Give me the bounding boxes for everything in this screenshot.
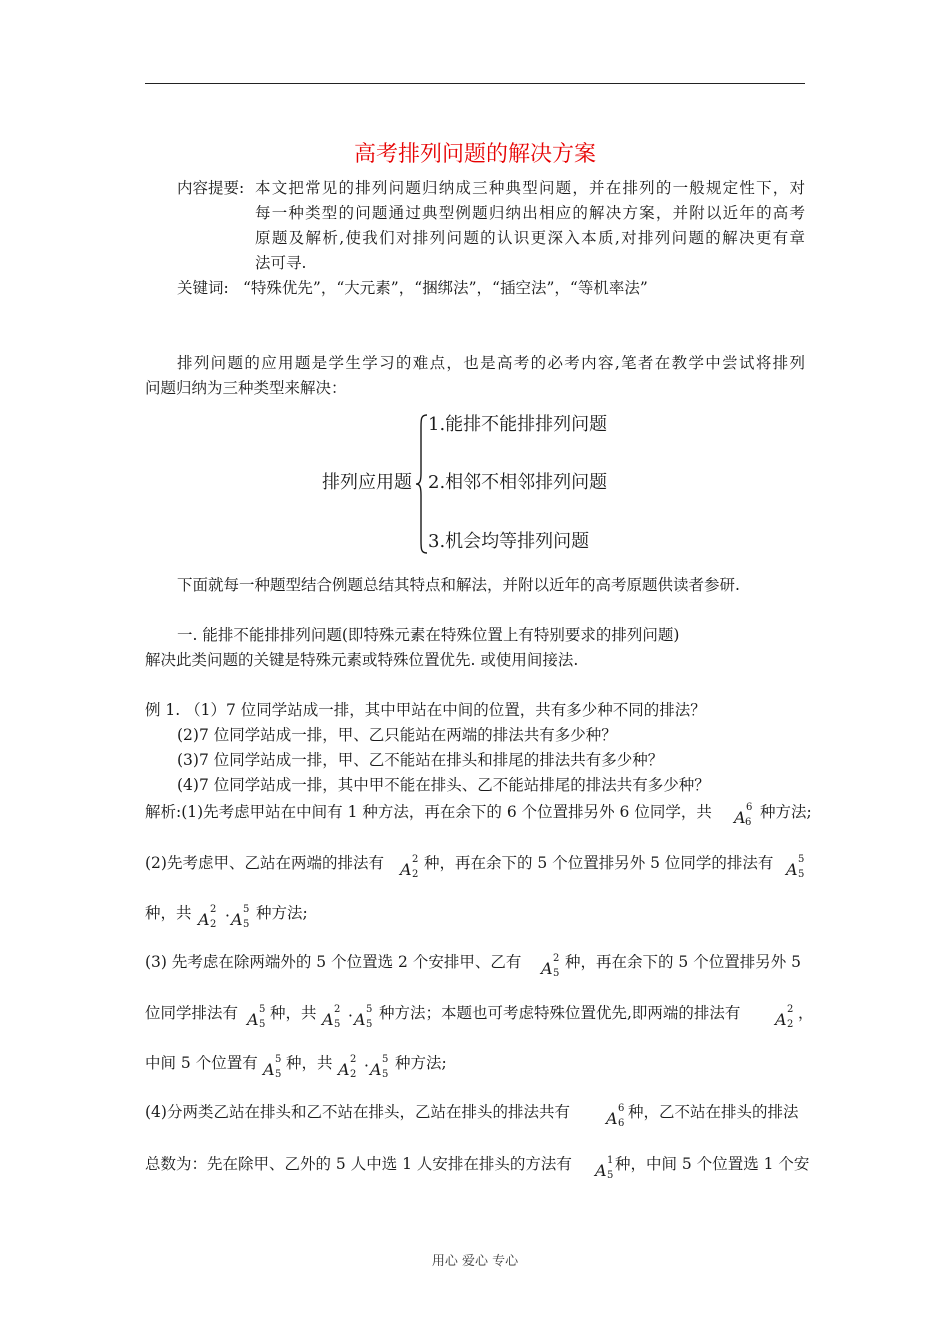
- section-heading: 一. 能排不能排排列问题(即特殊元素在特殊位置上有特别要求的排列问题): [177, 626, 680, 644]
- example-q3: (3)7 位同学站成一排，甲、乙不能站在排头和排尾的排法共有多少种？: [177, 751, 664, 769]
- perm-symbol: A 2 2: [400, 854, 419, 880]
- solution-3a: (3) 先考虑在除两端外的 5 个位置选 2 个安排甲、乙有: [145, 953, 522, 971]
- example-q1: 例 1. （1）7 位同学站成一排，其中甲站在中间的位置，共有多少种不同的排法？: [145, 701, 706, 719]
- dot-operator: ·: [364, 1057, 369, 1075]
- perm-symbol: A 2 5: [541, 953, 560, 979]
- abstract-line-2: 每一种类型的问题通过典型例题归纳出相应的解决方案，并附以近年的高考: [255, 204, 805, 222]
- perm-symbol: A 2 5: [322, 1004, 341, 1030]
- perm-symbol: A 5 5: [354, 1004, 373, 1030]
- solution-2d: 种方法;: [256, 904, 308, 922]
- solution-2b: 种，再在余下的 5 个位置排另外 5 位同学的排法有: [424, 854, 774, 872]
- keywords-text: “特殊优先”，“大元素”，“捆绑法”，“插空法”，“等机率法”: [243, 279, 648, 297]
- solution-3b: 种，再在余下的 5 个位置排另外 5: [565, 953, 802, 971]
- dot-operator: ·: [225, 907, 230, 925]
- intro-line-2: 问题归纳为三种类型来解决：: [145, 379, 347, 397]
- solution-4c: 总数为：先在除甲、乙外的 5 人中选 1 人安排在排头的方法有: [145, 1155, 572, 1173]
- section-note: 解决此类问题的关键是特殊元素或特殊位置优先. 或使用间接法.: [145, 651, 579, 669]
- intro-line-1: 排列问题的应用题是学生学习的难点，也是高考的必考内容,笔者在教学中尝试将排列: [177, 354, 805, 372]
- diagram-item-3: 3.机会均等排列问题: [428, 531, 590, 552]
- keywords-label: 关键词:: [177, 279, 229, 297]
- diagram-item-1: 1.能排不能排排列问题: [428, 414, 608, 435]
- example-q2: (2)7 位同学站成一排，甲、乙只能站在两端的排法共有多少种？: [177, 726, 617, 744]
- solution-3e: 种方法；本题也可考虑特殊位置优先,即两端的排法有: [379, 1004, 741, 1022]
- abstract-line-4: 法可寻.: [255, 254, 307, 272]
- solution-4d: 种，中间 5 个位置选 1 个安: [615, 1155, 810, 1173]
- perm-symbol: A 5 5: [370, 1054, 389, 1080]
- page-footer: 用心 爱心 专心: [431, 1254, 519, 1269]
- abstract-line-1: 本文把常见的排列问题归纳成三种典型问题，并在排列的一般规定性下，对: [255, 179, 805, 197]
- example-q4: (4)7 位同学站成一排，其中甲不能在排头、乙不能站排尾的排法共有多少种？: [177, 776, 710, 794]
- dot-operator: ·: [348, 1007, 353, 1025]
- perm-symbol: A 2 2: [775, 1004, 794, 1030]
- abstract-label: 内容提要:: [177, 179, 245, 197]
- solution-4a: (4)分两类乙站在排头和乙不站在排头，乙站在排头的排法共有: [145, 1103, 570, 1121]
- solution-2c: 种，共: [145, 904, 192, 922]
- perm-symbol: A 1 5: [595, 1155, 614, 1181]
- solution-1b: 种方法;: [760, 803, 812, 821]
- solution-3i: 种方法;: [395, 1054, 447, 1072]
- perm-symbol: A 6 6: [734, 802, 753, 828]
- perm-symbol: A 5 5: [247, 1004, 266, 1030]
- perm-symbol: A 2 2: [338, 1054, 357, 1080]
- solution-3h: 种，共: [286, 1054, 333, 1072]
- solution-3f: ，: [798, 1004, 814, 1022]
- perm-symbol: A 5 5: [231, 904, 250, 930]
- solution-3d: 种，共: [270, 1004, 317, 1022]
- perm-symbol: A 5 5: [786, 854, 805, 880]
- document-title: 高考排列问题的解决方案: [353, 142, 596, 167]
- perm-symbol: A 2 2: [198, 904, 217, 930]
- lead-text: 下面就每一种题型结合例题总结其特点和解法，并附以近年的高考原题供读者参研.: [177, 576, 740, 594]
- diagram-root: 排列应用题: [322, 472, 412, 493]
- header-rule: [145, 83, 805, 84]
- abstract-line-3: 原题及解析,使我们对排列问题的认识更深入本质,对排列问题的解决更有章: [255, 229, 805, 247]
- solution-3g: 中间 5 个位置有: [145, 1054, 258, 1072]
- solution-1a: 解析:(1)先考虑甲站在中间有 1 种方法，再在余下的 6 个位置排另外 6 位同学，共: [145, 803, 712, 821]
- diagram-item-2: 2.相邻不相邻排列问题: [428, 472, 608, 493]
- perm-symbol: A 6 6: [606, 1103, 625, 1129]
- solution-3c: 位同学排法有: [145, 1004, 239, 1022]
- perm-symbol: A 5 5: [263, 1054, 282, 1080]
- solution-4b: 种，乙不站在排头的排法: [628, 1103, 799, 1121]
- solution-2a: (2)先考虑甲、乙站在两端的排法有: [145, 854, 384, 872]
